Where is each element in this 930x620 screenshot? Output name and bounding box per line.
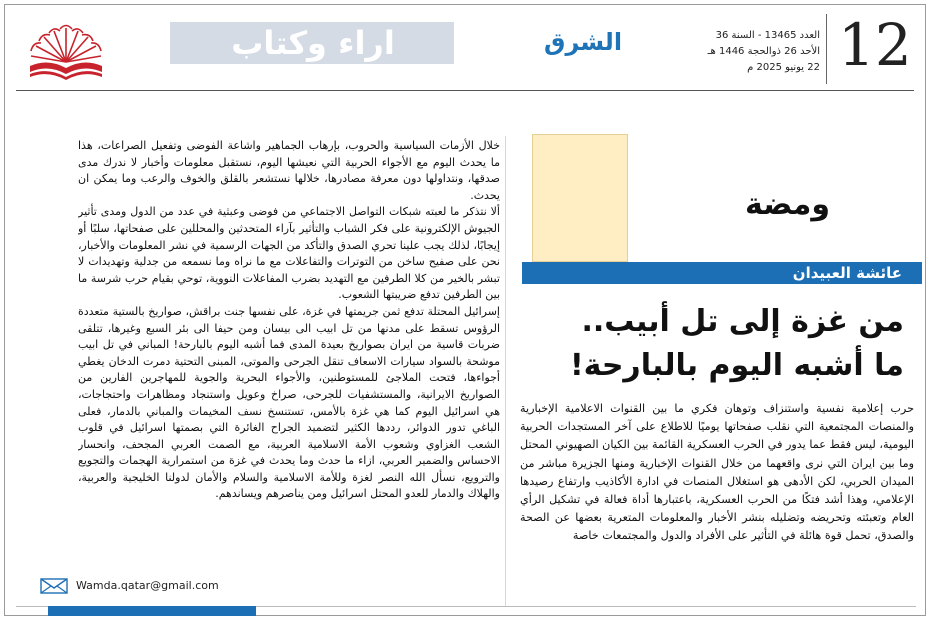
column-name: ومضة (745, 187, 830, 222)
body-paragraph: ألا نتذكر ما لعبته شبكات التواصل الاجتماعي من فوضى وعبثية في عدد من الدول ومدى تأثير الجيوش الإلكترونية على فكر الشباب والتأثير بآراء المتحدثين والمحللين على صفحاتها، سلبًا أو إيجابًا، لذلك يجب علينا تحري الصدق والتأكد من الجهات الرسمية في نشر المعلومات والأخبار، نحن على صفيح ساخن من التوترات والتفاعلات مع ما نراه وما نسمعه من جدلية وتهديدات لا تبشر بالخير من كلا الطرفين مع التهديد بضرب المفاعلات النووية، توحي بقيام حرب شرسة ما بين الطرفين تدفع ضريبتها الشعوب. (78, 205, 500, 302)
section-title: اراء وكتاب (231, 24, 395, 62)
body-paragraph: إسرائيل المحتلة تدفع ثمن جريمتها في غزة، على نفسها جنت براقش، صواريخ بالستية متعددة الرؤوس تسقط على مدنها من تل ابيب الى بيسان ومن حيفا الى بئر السبع وغيرها، تتلقى ضربات قاسية من ايران بصواريخ بعيدة المدى فما أشبه اليوم بالبارحة! المباني في تل ابيب موشحة بالسواد سيارات الاسعاف تنقل الجرحى والموتى، المبنى التحتية دمرت الدخان يغطي أجواءها، فتحت الملاجئ للمستوطنين، والأجواء البحرية والجوية للمهاجرين الفارين من الصواريخ الايرانية، والمستشفيات للجرحى، صراخ وعويل واستنجاد ومظاهرات واحتجاجات، هي اسرائيل اليوم كما هي غزة بالأمس، تستنسخ نسف المخيمات والمباني بالدمار، فعلى الباغي تدور الدوائر، رددها الكثير لتضميد الجراح الغائرة التي بصمتها اسرائيل في قلوب الشعب الغزاوي وشعوب الأمة الاسلامية العربية، مع الصمت العربي المجحف، وانحسار الاحساس والضمير العربي، ازاء ما حدث وما يحدث في غزة من استمرارية الهجمات والتجويع والترويع، نسأل الله النصر لغزة وللأمة الاسلامية والسلام والأمان لدولنا الخليجية والعربية، والهلاك والدمار للعدو المحتل اسرائيل ومن يناصرهم ويساندهم. (78, 304, 500, 501)
newspaper-logo: الشرق (544, 28, 623, 56)
issue-info (690, 28, 820, 76)
author-name: عائشة العبيدان (792, 264, 902, 282)
date-hijri: الأحد 26 ذوالحجة 1446 هـ (707, 46, 820, 57)
column-divider (505, 136, 506, 606)
open-book-emblem-icon (24, 22, 108, 84)
body-paragraph: خلال الأزمات السياسية والحروب، بإرهاب الجماهير واشاعة الفوضى وتفعيل الصراعات، هذا ما يحدث اليوم مع الأجواء الحربية التي نعيشها اليوم، نستقبل معلومات وأخبار لا ندرك مدى صدقها، ونتداولها دون معرفة مصادرها، خلالها نستشعر بالقلق والخوف والرعب وما يمكن ان يحدث. (78, 139, 500, 202)
author-photo (532, 134, 628, 262)
author-bar (522, 262, 922, 284)
article-title-line-1: من غزة إلى تل أبيب.. (581, 304, 904, 339)
article-body (78, 138, 500, 572)
article-intro: حرب إعلامية نفسية واستنزاف وتوهان فكري ما بين القنوات الاعلامية الإخبارية والمنصات المجتمعية التي نقلب صفحاتها يوميًا للاطلاع على آخر المستجدات الحربية اليومية، ليس فقط عما يدور في الحرب العسكرية القائمة بين الكيان الصهيوني المحتل وما بين ايران التي نرى واقعهما من خلال القنوات الإخبارية ومنها الجزيرة مباشر من الميدان الحربي، لكن الأدهى هو استغلال المنصات في ادارة الأكاذيب وارتفاع رصيدها الإعلامي، وهذا أشد فتكًا من الحرب العسكرية، باعتبارها أداة فعالة في تشكيل الرأي العام وتعبئته وتحريضه وتضليله بنشر الأخبار والمعلومات المتعرية بعضها عن الصحة والصدق، تحمل قوة هائلة في التأثير على الأفراد والدول والمجتمعات خاصة (520, 402, 914, 543)
issue-line: العدد 13465 - السنة 36 (715, 30, 820, 41)
author-email[interactable] (40, 578, 219, 594)
header-divider (826, 14, 827, 84)
date-gregorian: 22 يونيو 2025 م (747, 62, 820, 73)
bottom-accent-bar (48, 606, 256, 616)
article-title-line-2: ما أشبه اليوم بالبارحة! (569, 348, 904, 383)
header-rule (16, 90, 914, 91)
mail-icon (40, 578, 68, 594)
email-address[interactable]: Wamda.qatar@gmail.com (76, 579, 219, 592)
page-number: 12 (838, 11, 912, 79)
